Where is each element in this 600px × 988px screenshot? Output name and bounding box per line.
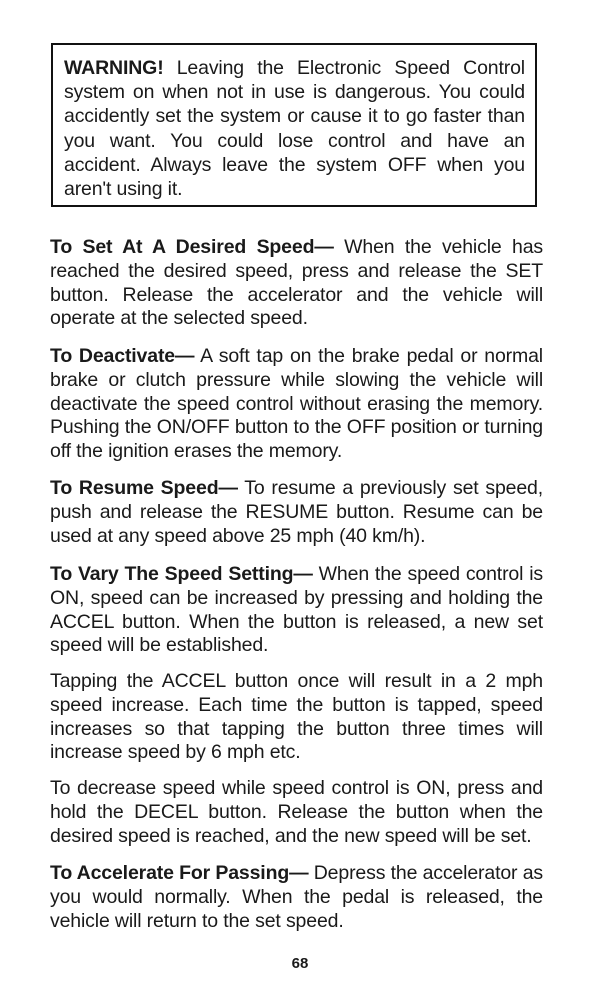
section-text: When the speed control is ON, speed can be increased by pressing and holding the ACCEL button. When the button is released, a new set speed will be established. bbox=[50, 563, 543, 657]
section-set-speed bbox=[50, 236, 543, 331]
page-number: 68 bbox=[291, 955, 309, 972]
section-heading: To Deactivate— bbox=[50, 345, 195, 367]
section-heading: To Accelerate For Passing— bbox=[50, 862, 309, 884]
section-text: To decrease speed while speed control is ON, press and hold the DECEL button. Release the button when the desired speed is reached, and the new speed will be set. bbox=[50, 777, 543, 847]
section-text: Depress the accelerator as you would normally. When the pedal is released, the vehicle will return to the set speed. bbox=[50, 862, 543, 932]
section-accelerate-passing bbox=[50, 862, 543, 933]
warning-text: Leaving the Electronic Speed Control system on when not in use is dangerous. You could accidently set the system or cause it to go faster than you want. You could lose control and have an accident. Always leave the system OFF when you aren't using it. bbox=[64, 57, 525, 201]
section-accel-tap bbox=[50, 670, 543, 765]
section-text: A soft tap on the brake pedal or normal brake or clutch pressure while slowing the vehicle will deactivate the speed control without erasing the memory. Pushing the ON/OFF button to the OFF position or turning off the ignition erases the memory. bbox=[50, 345, 543, 463]
warning-box bbox=[51, 43, 537, 207]
section-heading: To Vary The Speed Setting— bbox=[50, 563, 313, 585]
section-resume-speed bbox=[50, 477, 543, 548]
section-heading: To Set At A Desired Speed— bbox=[50, 236, 334, 258]
section-heading: To Resume Speed— bbox=[50, 477, 238, 499]
section-deactivate bbox=[50, 345, 543, 464]
warning-label: WARNING! bbox=[64, 57, 164, 79]
section-text: Tapping the ACCEL button once will result in a 2 mph speed increase. Each time the button is tapped, speed increases so that tapping the button three times will increase speed by 6 mph etc. bbox=[50, 670, 543, 764]
section-vary-speed bbox=[50, 563, 543, 658]
section-text: When the vehicle has reached the desired speed, press and release the SET button. Release the accelerator and the vehicle will operate at the selected speed. bbox=[50, 236, 544, 330]
section-decel bbox=[50, 777, 543, 848]
section-text: To resume a previously set speed, push and release the RESUME button. Resume can be used at any speed above 25 mph (40 km/h). bbox=[50, 477, 543, 547]
